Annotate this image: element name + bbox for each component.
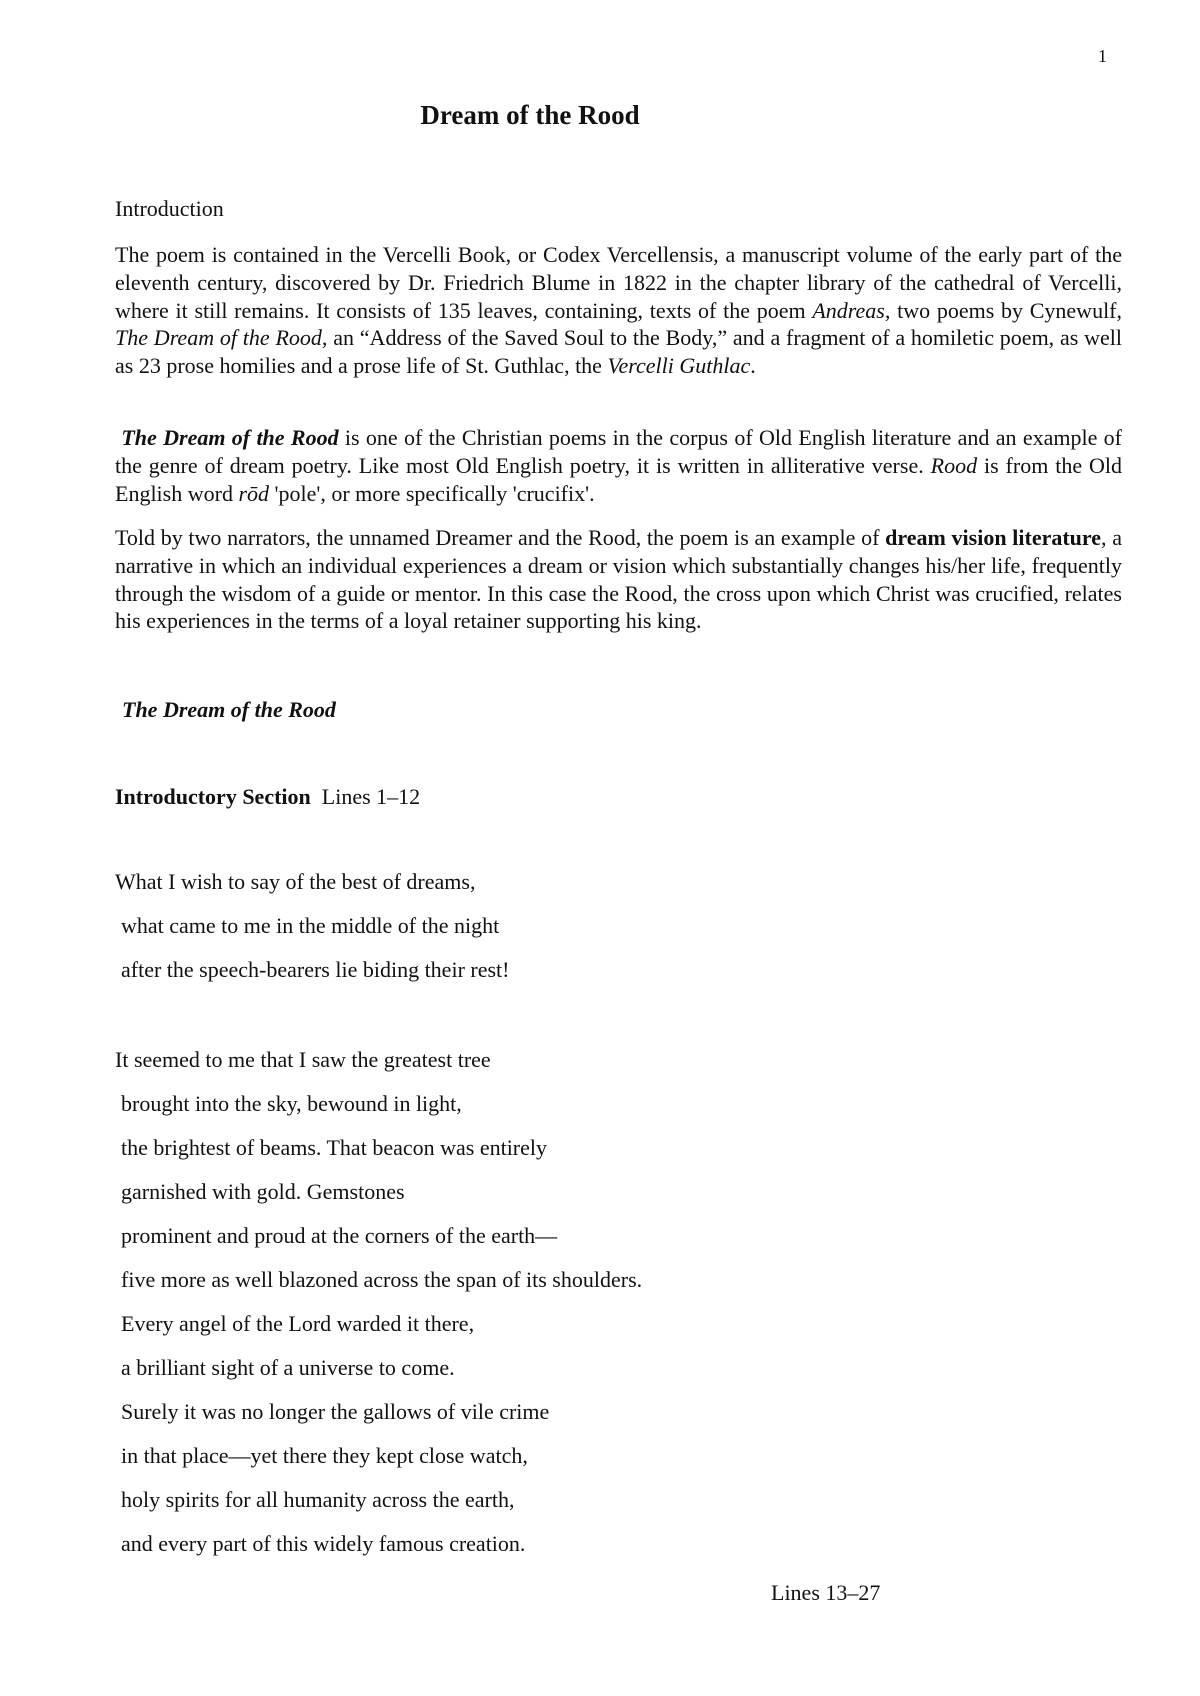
dream-vision-term: dream vision literature <box>885 525 1102 550</box>
poem-line: Every angel of the Lord warded it there, <box>121 1311 475 1336</box>
poem-line: the brightest of beams. That beacon was entirely <box>121 1135 548 1160</box>
poem-line: What I wish to say of the best of dreams, <box>115 869 476 894</box>
page-title: Dream of the Rood <box>420 100 640 130</box>
poem-line: prominent and proud at the corners of the earth— <box>121 1223 558 1248</box>
rod-word: rōd <box>238 480 270 506</box>
poem-line: brought into the sky, bewound in light, <box>121 1091 462 1116</box>
poem-line: five more as well blazoned across the span of its shoulders. <box>121 1267 643 1292</box>
poem-line: after the speech-bearers lie biding their rest! <box>121 957 510 982</box>
next-lines-label: Lines 13–27 <box>771 1580 881 1605</box>
poem-line: It seemed to me that I saw the greatest tree <box>115 1047 491 1072</box>
poem-line: holy spirits for all humanity across the earth, <box>121 1487 515 1512</box>
rood-word: Rood <box>930 452 978 478</box>
section-name: Introductory Section <box>115 784 311 809</box>
andreas-title: Andreas, <box>812 297 891 323</box>
dream-title-bold: The Dream of the Rood <box>121 425 339 450</box>
page-number: 1 <box>1098 46 1107 66</box>
stanza-2 <box>115 1038 642 1566</box>
text-run: 'pole', or more specifically 'crucifix'. <box>269 480 595 506</box>
poem-line: what came to me in the middle of the night <box>121 913 500 938</box>
dream-title-inline: The Dream of the Rood, <box>115 325 328 351</box>
text-run: is one of the Christian poems in the corpus of Old English literature and an example of the genre of dream poetry. Like most Old English poetry, it is written in alliterative verse. <box>115 425 1122 478</box>
guthlac-title: Vercelli Guthlac <box>607 353 751 379</box>
poem-heading: The Dream of the Rood <box>122 697 336 722</box>
poem-line: in that place—yet there they kept close watch, <box>121 1443 528 1468</box>
intro-paragraph-3 <box>115 524 1122 635</box>
intro-paragraph-1 <box>115 241 1122 380</box>
section-heading <box>115 784 420 810</box>
text-run: two poems by Cynewulf, <box>890 297 1123 323</box>
intro-paragraph-2 <box>115 424 1122 507</box>
poem-line: a brilliant sight of a universe to come. <box>121 1355 455 1380</box>
poem-line: Surely it was no longer the gallows of vile crime <box>121 1399 550 1424</box>
poem-line: garnished with gold. Gemstones <box>121 1179 405 1204</box>
text-run: The poem is contained in the Vercelli Book, or Codex Vercellensis, a manuscript volume of the early part of the eleventh century, discovered by Dr. Friedrich Blume in 1822 in the chapter library of the cathedral of Vercelli, where it still remains. It consists of 135 leaves, containing, texts of the poem <box>115 242 1122 323</box>
introduction-label: Introduction <box>115 196 224 221</box>
text-run: . <box>750 353 756 379</box>
section-lines: Lines 1–12 <box>321 784 421 809</box>
stanza-1 <box>115 860 509 992</box>
poem-line: and every part of this widely famous creation. <box>121 1531 526 1556</box>
text-run: Told by two narrators, the unnamed Dreamer and the Rood, the poem is an example of <box>115 525 886 550</box>
text-run: is from the Old English word <box>115 452 1122 506</box>
text-run: , a narrative in which an individual experiences a dream or vision which substantially changes his/her life, frequently through the wisdom of a guide or mentor. In this case the Rood, the cross upon which Christ was crucified, relates his experiences in the terms of a loyal retainer supporting his king. <box>115 525 1123 634</box>
text-run: an “Address of the Saved Soul to the Body,” and a fragment of a homiletic poem, as well as 23 prose homilies and a prose life of St. Guthlac, the <box>115 325 1122 379</box>
